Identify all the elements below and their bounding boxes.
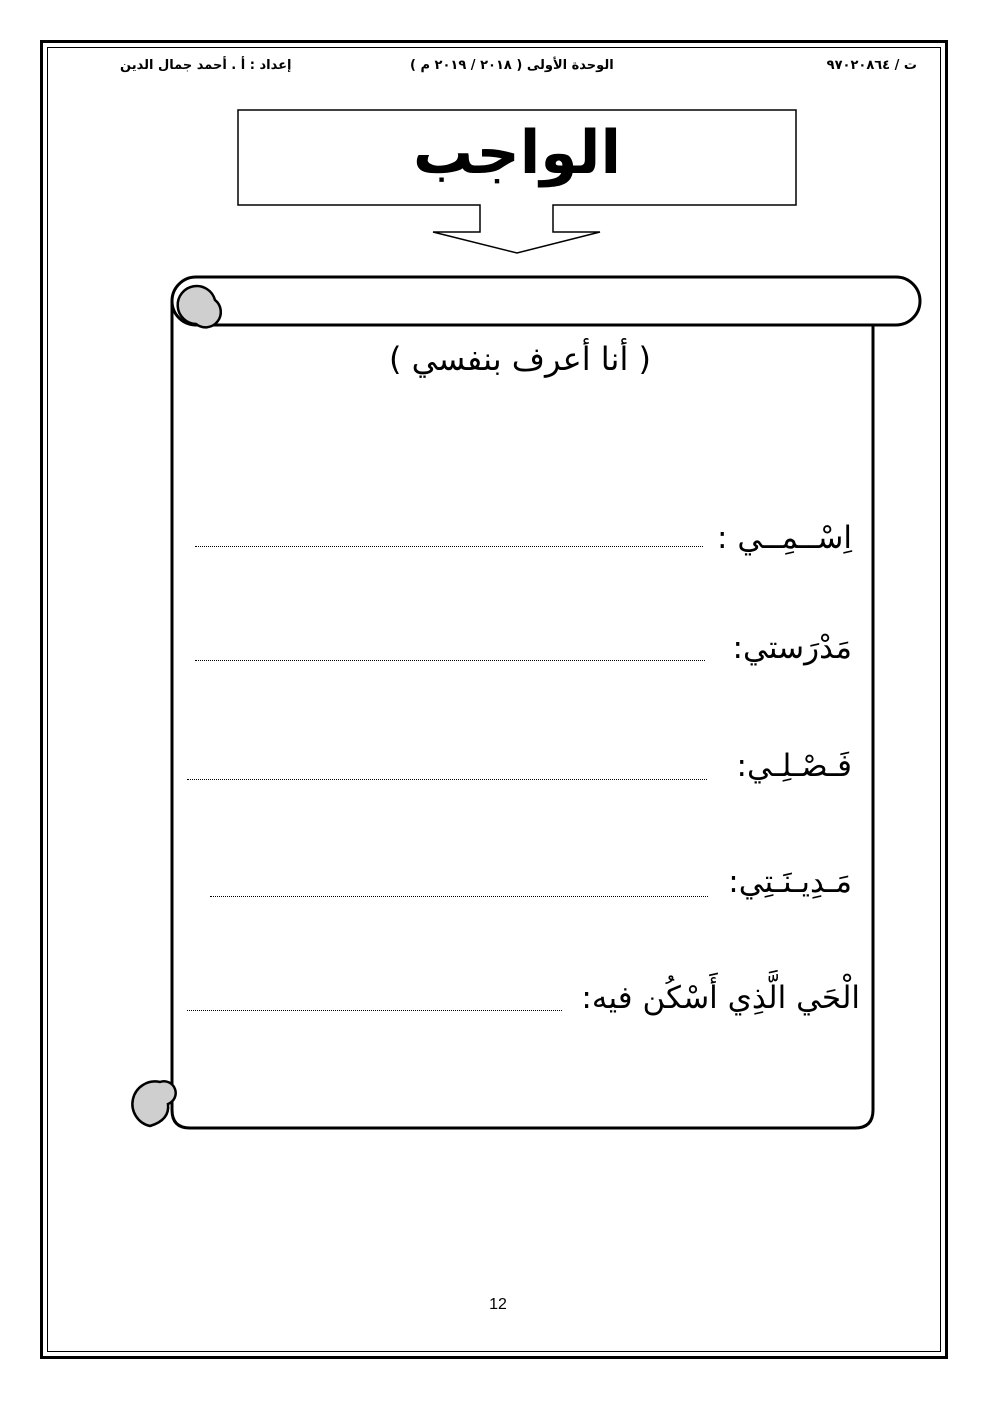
field-line-class[interactable] <box>187 779 707 780</box>
field-line-school[interactable] <box>195 660 705 661</box>
field-label-name: اِسْــمِــي : <box>717 520 852 556</box>
field-line-district[interactable] <box>187 1010 562 1011</box>
field-label-city: مَـدِيـنَـتِي: <box>728 864 852 900</box>
field-label-district: الْحَي الَّذِي أَسْكُن فيه: <box>581 980 860 1016</box>
header-phone: ت / ٩٧٠٢٠٨٦٤ <box>826 58 917 73</box>
scroll-top-roll <box>172 277 920 325</box>
header-author: إعداد : أ . أحمد جمال الدين <box>120 58 292 73</box>
page-title: الواجب <box>412 118 622 188</box>
worksheet-subtitle: ( أنا أعرف بنفسي ) <box>389 340 651 378</box>
field-line-city[interactable] <box>210 896 708 897</box>
field-label-class: فَـصْـلِـي: <box>736 748 852 784</box>
header-unit: الوحدة الأولى ( ٢٠١٨ / ٢٠١٩ م ) <box>410 58 614 73</box>
page-number: 12 <box>489 1296 507 1313</box>
field-line-name[interactable] <box>195 546 703 547</box>
field-label-school: مَدْرَستي: <box>732 630 852 666</box>
scroll-bottom-curl <box>132 1081 175 1126</box>
